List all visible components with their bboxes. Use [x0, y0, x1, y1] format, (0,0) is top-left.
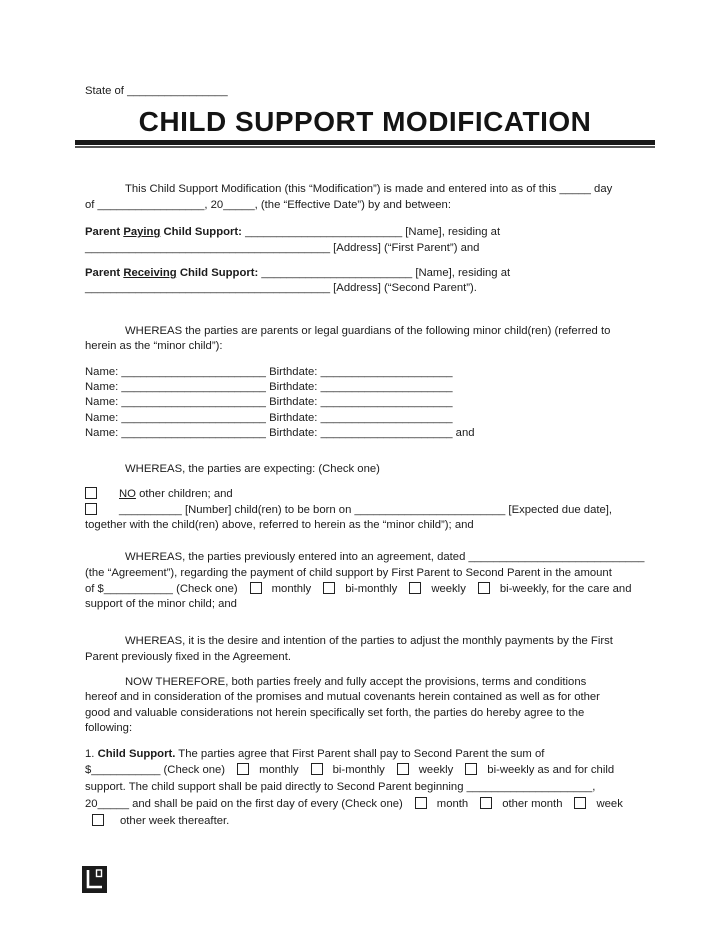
child-row — [85, 380, 654, 395]
label-week: week — [596, 797, 623, 810]
checkbox-pay-other-month[interactable] — [480, 797, 492, 809]
option-number-line: __________ [Number] child(ren) to be born on ________________________ [Expected due date], — [119, 503, 613, 516]
paying-label: Parent — [85, 226, 124, 239]
text-line: good and valuable considerations not herein specifically set forth, the parties do hereby agree to the — [85, 706, 585, 719]
receiving-name-blank: ________________________ [Name], residing at — [261, 267, 511, 280]
legal-templates-logo — [82, 866, 107, 893]
children-list — [85, 365, 654, 442]
whereas-agreement-paragraph — [85, 550, 654, 613]
label-weekly: weekly — [418, 764, 454, 777]
text-line: of _________________, 20_____, (the “Effective Date”) by and between: — [85, 198, 451, 211]
clause-number: 1. — [85, 747, 98, 760]
parent-paying-paragraph — [85, 225, 654, 256]
birthdate-label: Birthdate: — [265, 427, 321, 440]
now-therefore-paragraph — [85, 675, 654, 737]
option-no-rest: other children; and — [135, 488, 233, 501]
title-rule-thick — [75, 140, 655, 145]
name-blank: _______________________ — [121, 411, 266, 424]
label-biweekly: bi-weekly as and for child — [487, 764, 615, 777]
parent-receiving-paragraph — [85, 266, 654, 297]
checkbox-support-monthly[interactable] — [237, 763, 249, 775]
child-row — [85, 365, 654, 380]
checkbox-agreement-monthly[interactable] — [250, 582, 262, 594]
intro-paragraph — [85, 182, 654, 213]
text-line: (the “Agreement”), regarding the payment of child support by First Parent to Second Parent in the amount — [85, 567, 612, 580]
text-line: WHEREAS the parties are parents or legal guardians of the following minor child(ren) (referred to — [125, 324, 611, 337]
birthdate-label: Birthdate: — [265, 411, 321, 424]
frequency-line — [85, 582, 654, 598]
label-other-month: other month — [502, 797, 563, 810]
birthdate-blank: _____________________ — [320, 427, 453, 440]
paying-address-line: _______________________________________ [Address] (“First Parent”) and — [85, 241, 480, 254]
name-label: Name: — [85, 427, 122, 440]
payment-schedule-line — [85, 796, 654, 813]
text-line: WHEREAS, the parties previously entered into an agreement, dated ____________________________ — [125, 551, 645, 564]
text-line: Parent previously fixed in the Agreement. — [85, 650, 291, 663]
receiving-label-post: Child Support: — [176, 267, 262, 280]
checkbox-pay-other-week[interactable] — [92, 814, 104, 826]
text-line: following: — [85, 722, 133, 735]
checkbox-support-biweekly[interactable] — [465, 763, 477, 775]
receiving-address-line: _______________________________________ [Address] (“Second Parent”). — [85, 282, 477, 295]
clause-heading-line — [85, 746, 654, 763]
option-row — [85, 487, 654, 502]
label-monthly: monthly — [271, 582, 312, 595]
text-line: hereof and in consideration of the promises and mutual covenants herein contained as well as for other — [85, 691, 600, 704]
state-of-line: State of ________________ — [85, 85, 228, 97]
text-line — [85, 266, 654, 281]
birthdate-label: Birthdate: — [265, 396, 321, 409]
payment-schedule-line2 — [85, 813, 654, 830]
clause-child-support — [85, 746, 654, 830]
text-line — [85, 225, 654, 240]
label-month: month — [436, 797, 469, 810]
child-row — [85, 395, 654, 410]
checkbox-pay-week[interactable] — [574, 797, 586, 809]
and-suffix: and — [452, 427, 475, 440]
birthdate-blank: _____________________ — [320, 365, 453, 378]
text-line: This Child Support Modification (this “Modification”) is made and entered into as of this _____ day — [125, 183, 613, 196]
whereas-expecting-heading — [85, 462, 654, 477]
birthdate-blank: _____________________ — [320, 396, 453, 409]
document-header — [75, 107, 655, 148]
checkbox-expecting-number[interactable] — [85, 503, 97, 515]
option-no-label: NO — [119, 488, 136, 501]
receiving-label-underlined: Receiving — [123, 267, 177, 280]
checkbox-support-bimonthly[interactable] — [311, 763, 323, 775]
whereas-desire-paragraph — [85, 634, 654, 665]
checkbox-pay-month[interactable] — [415, 797, 427, 809]
page-title: CHILD SUPPORT MODIFICATION — [138, 106, 592, 138]
child-row — [85, 426, 654, 441]
birthdate-label: Birthdate: — [265, 381, 321, 394]
text-line: WHEREAS, the parties are expecting: (Check one) — [125, 462, 380, 475]
option-row — [85, 503, 654, 518]
title-rule — [75, 140, 655, 148]
birthdate-label: Birthdate: — [265, 365, 321, 378]
paying-label-post: Child Support: — [160, 226, 246, 239]
paying-name-blank: _________________________ [Name], residing at — [245, 226, 501, 239]
name-blank: _______________________ — [121, 365, 266, 378]
label-bimonthly: bi-monthly — [332, 764, 385, 777]
text-line: support of the minor child; and — [85, 598, 237, 611]
amount-blank: $___________ (Check one) — [85, 764, 226, 777]
beginning-blank: 20_____ and shall be paid on the first day of every (Check one) — [85, 797, 403, 810]
name-blank: _______________________ — [121, 396, 266, 409]
clause-heading-rest: The parties agree that First Parent shall pay to Second Parent the sum of — [175, 747, 545, 760]
clause-heading: Child Support. — [97, 747, 176, 760]
text-line: NOW THEREFORE, both parties freely and fully accept the provisions, terms and conditions — [125, 675, 587, 688]
paying-label-underlined: Paying — [123, 226, 161, 239]
label-bimonthly: bi-monthly — [345, 582, 398, 595]
title-rule-thin — [75, 146, 655, 148]
amount-blank: of $___________ (Check one) — [85, 582, 238, 595]
text-line: herein as the “minor child”): — [85, 340, 223, 353]
checkbox-no-other-children[interactable] — [85, 487, 97, 499]
checkbox-agreement-bimonthly[interactable] — [323, 582, 335, 594]
frequency-line — [85, 762, 654, 779]
legal-templates-logo-icon — [82, 866, 107, 893]
birthdate-blank: _____________________ — [320, 411, 453, 424]
checkbox-agreement-biweekly[interactable] — [478, 582, 490, 594]
name-label: Name: — [85, 411, 122, 424]
name-blank: _______________________ — [121, 381, 266, 394]
name-label: Name: — [85, 396, 122, 409]
checkbox-support-weekly[interactable] — [397, 763, 409, 775]
label-weekly: weekly — [431, 582, 466, 595]
receiving-label: Parent — [85, 267, 124, 280]
child-row — [85, 411, 654, 426]
name-blank: _______________________ — [121, 427, 266, 440]
text-line: support. The child support shall be paid directly to Second Parent beginning ____________________, — [85, 781, 596, 794]
text-line: WHEREAS, it is the desire and intention of the parties to adjust the monthly payments by the First — [125, 635, 613, 648]
birthdate-blank: _____________________ — [320, 381, 453, 394]
label-biweekly: bi-weekly, for the care and — [499, 582, 632, 595]
expecting-options — [85, 487, 654, 533]
text-line: together with the child(ren) above, referred to herein as the “minor child”); and — [85, 518, 474, 531]
name-label: Name: — [85, 381, 122, 394]
whereas-children-paragraph — [85, 324, 654, 355]
checkbox-agreement-weekly[interactable] — [409, 582, 421, 594]
label-monthly: monthly — [259, 764, 299, 777]
name-label: Name: — [85, 365, 122, 378]
label-other-week: other week thereafter. — [120, 814, 230, 827]
